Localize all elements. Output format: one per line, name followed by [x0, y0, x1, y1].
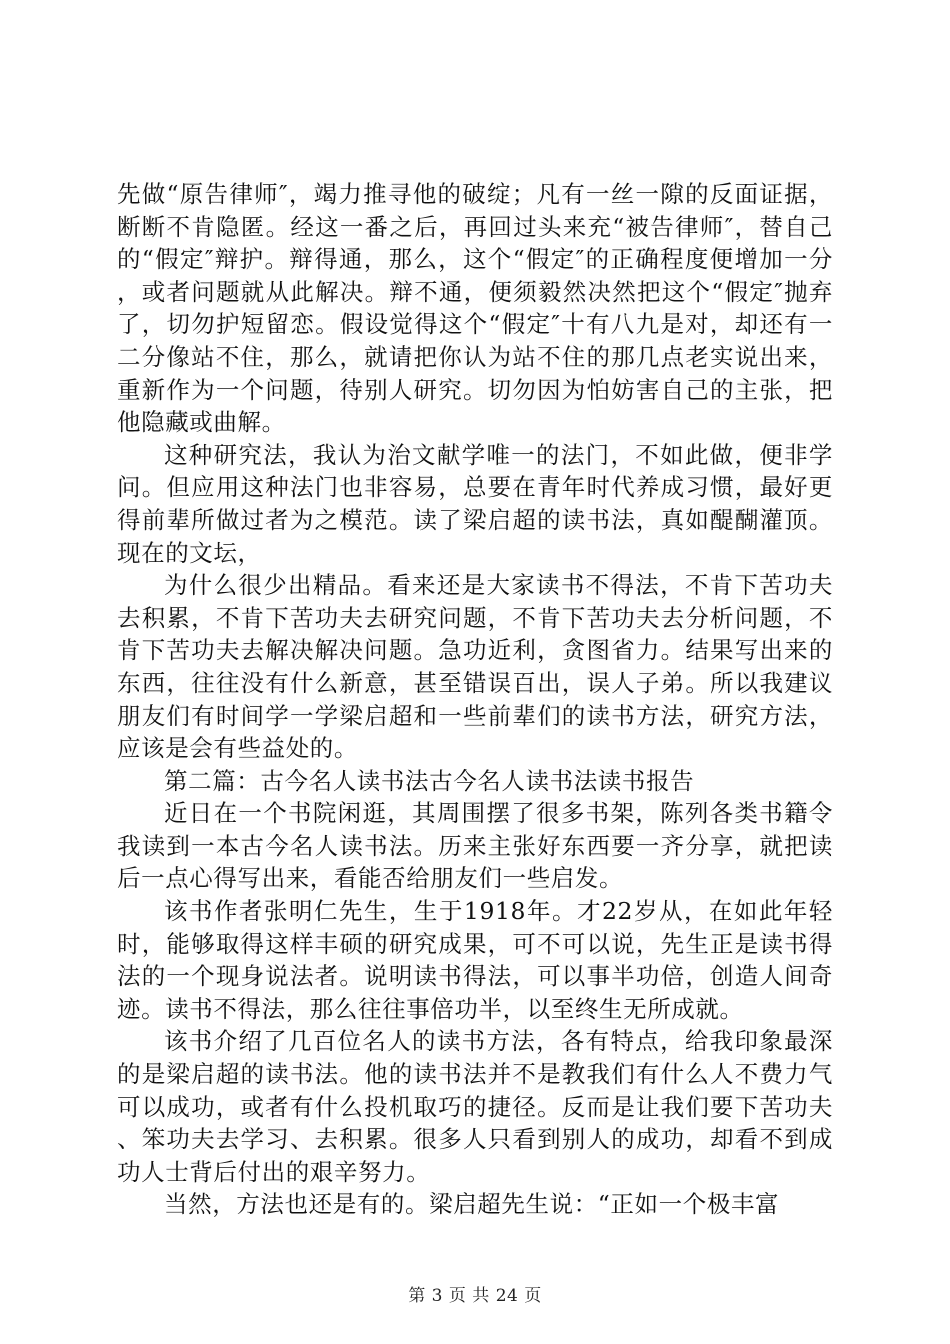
paragraph-5: 近日在一个书院闲逛，其周围摆了很多书架，陈列各类书籍令我读到一本古今名人读书法。历来主张好东西要一齐分享，就把读后一点心得写出来，看能否给朋友们一些启发。: [117, 799, 833, 893]
document-body: [117, 178, 833, 1221]
paragraph-7: 该书介绍了几百位名人的读书方法，各有特点，给我印象最深的是梁启超的读书法。他的读书法并不是教我们有什么人不费力气可以成功，或者有什么投机取巧的捷径。反而是让我们要下苦功夫、笨功夫去学习、去积累。很多人只看到别人的成功，却看不到成功人士背后付出的艰辛努力。: [117, 1027, 833, 1186]
section-heading: 第二篇：古今名人读书法古今名人读书法读书报告: [164, 766, 695, 795]
page-number-footer: 第 3 页 共 24 页: [408, 1286, 542, 1306]
paragraph-8: 当然，方法也还是有的。梁启超先生说：“正如一个极丰富: [164, 1190, 780, 1219]
paragraph-6: 该书作者张明仁先生，生于1918年。才22岁从，在如此年轻时，能够取得这样丰硕的研究成果，可不可以说，先生正是读书得法的一个现身说法者。说明读书得法，可以事半功倍，创造人间奇迹。读书不得法，那么往往事倍功半，以至终生无所成就。: [117, 897, 833, 1023]
paragraph-3: 为什么很少出精品。看来还是大家读书不得法，不肯下苦功夫去积累，不肯下苦功夫去研究问题，不肯下苦功夫去分析问题，不肯下苦功夫去解决解决问题。急功近利，贪图省力。结果写出来的东西，往往没有什么新意，甚至错误百出，误人子弟。所以我建议朋友们有时间学一学梁启超和一些前辈们的读书方法，研究方法，应该是会有些益处的。: [117, 571, 833, 763]
paragraph-1: 先做“原告律师″，竭力推寻他的破绽；凡有一丝一隙的反面证据，断断不肯隐匿。经这一番之后，再回过头来充“被告律师″，替自己的“假定″辩护。辩得通，那么，这个“假定″的正确程度便增加一分，或者问题就从此解决。辩不通，便须毅然决然把这个“假定″抛弃了，切勿护短留恋。假设觉得这个“假定″十有八九是对，却还有一二分像站不住，那么，就请把你认为站不住的那几点老实说出来，重新作为一个问题，待别人研究。切勿因为怕妨害自己的主张，把他隐藏或曲解。: [117, 180, 833, 437]
paragraph-2: 这种研究法，我认为治文献学唯一的法门，不如此做，便非学问。但应用这种法门也非容易，总要在青年时代养成习惯，最好更得前辈所做过者为之模范。读了梁启超的读书法，真如醍醐灌顶。现在的文坛，: [117, 440, 833, 567]
